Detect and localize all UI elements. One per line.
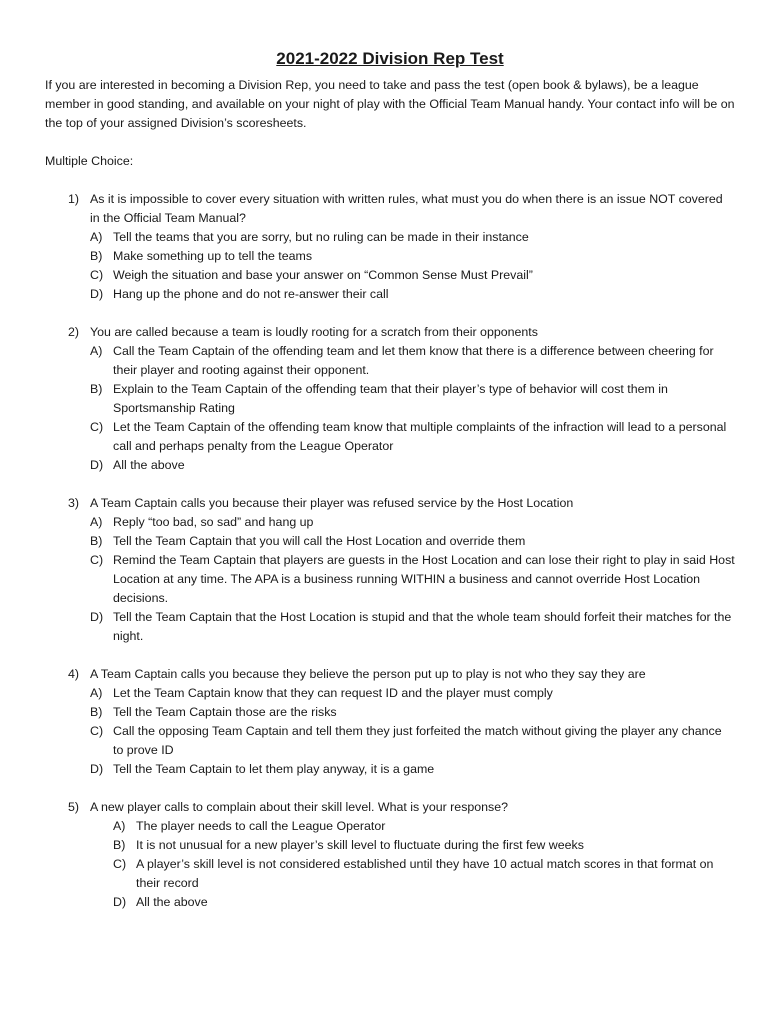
option-letter: C) (113, 857, 127, 871)
question-number: 3) (68, 496, 80, 510)
option-b (45, 703, 735, 722)
option-a (45, 684, 735, 703)
section-heading: Multiple Choice: (45, 154, 134, 168)
option-list (45, 228, 735, 304)
option-text: Remind the Team Captain that players are guests in the Host Location and can lose their right to play in said Host Location at any time. The APA is a business running WITHIN a business and cannot override Host Location decisions. (113, 553, 735, 605)
option-a (45, 342, 735, 380)
option-d (45, 456, 735, 475)
option-b (45, 836, 735, 855)
option-letter: B) (90, 382, 103, 396)
option-letter: A) (90, 515, 103, 529)
option-letter: C) (90, 268, 104, 282)
option-text: Explain to the Team Captain of the offending team that their player’s type of behavior will cost them in Sportsmanship Rating (113, 382, 668, 415)
option-text: Hang up the phone and do not re-answer their call (113, 287, 389, 301)
question-5 (45, 798, 735, 912)
option-text: All the above (136, 895, 208, 909)
option-list (45, 342, 735, 475)
question-number: 5) (68, 800, 80, 814)
option-d (45, 893, 735, 912)
option-c (45, 266, 735, 285)
option-text: Let the Team Captain of the offending team know that multiple complaints of the infraction will lead to a personal call and perhaps penalty from the League Operator (113, 420, 727, 453)
option-b (45, 532, 735, 551)
option-d (45, 760, 735, 779)
option-c (45, 418, 735, 456)
option-c (45, 551, 735, 608)
option-letter: B) (90, 249, 103, 263)
option-c (45, 855, 735, 893)
option-letter: C) (90, 553, 104, 567)
option-text: Tell the Team Captain to let them play anyway, it is a game (113, 762, 435, 776)
option-letter: A) (90, 230, 103, 244)
question-text: You are called because a team is loudly rooting for a scratch from their opponents (90, 325, 538, 339)
question-text: A Team Captain calls you because their player was refused service by the Host Location (90, 496, 574, 510)
option-text: A player’s skill level is not considered established until they have 10 actual match scores in that format on their record (136, 857, 714, 890)
question-text: As it is impossible to cover every situation with written rules, what must you do when there is an issue NOT covered in the Official Team Manual? (90, 192, 723, 225)
option-text: Tell the teams that you are sorry, but no ruling can be made in their instance (113, 230, 529, 244)
option-c (45, 722, 735, 760)
option-letter: A) (90, 344, 103, 358)
option-letter: B) (90, 705, 103, 719)
option-b (45, 380, 735, 418)
option-text: Call the opposing Team Captain and tell them they just forfeited the match without giving the player any chance to prove ID (113, 724, 722, 757)
option-letter: B) (113, 838, 126, 852)
question-text: A Team Captain calls you because they believe the person put up to play is not who they say they are (90, 667, 646, 681)
option-list (45, 817, 735, 912)
option-letter: A) (90, 686, 103, 700)
option-text: The player needs to call the League Operator (136, 819, 386, 833)
option-list (45, 513, 735, 646)
option-letter: C) (90, 420, 104, 434)
option-d (45, 285, 735, 304)
option-text: Reply “too bad, so sad” and hang up (113, 515, 314, 529)
option-text: Make something up to tell the teams (113, 249, 313, 263)
option-a (45, 228, 735, 247)
option-letter: D) (90, 458, 104, 472)
option-text: Let the Team Captain know that they can request ID and the player must comply (113, 686, 553, 700)
question-1 (45, 190, 735, 304)
option-letter: A) (113, 819, 126, 833)
option-text: All the above (113, 458, 185, 472)
page-title: 2021-2022 Division Rep Test (276, 49, 504, 68)
option-letter: D) (113, 895, 127, 909)
document-page (45, 48, 735, 931)
option-b (45, 247, 735, 266)
question-4 (45, 665, 735, 779)
question-2 (45, 323, 735, 475)
option-text: It is not unusual for a new player’s skill level to fluctuate during the first few weeks (136, 838, 584, 852)
option-text: Tell the Team Captain those are the risks (113, 705, 337, 719)
option-letter: D) (90, 287, 104, 301)
option-text: Weigh the situation and base your answer on “Common Sense Must Prevail” (113, 268, 533, 282)
option-letter: D) (90, 762, 104, 776)
option-list (45, 684, 735, 779)
question-3 (45, 494, 735, 646)
question-number: 4) (68, 667, 80, 681)
option-a (45, 817, 735, 836)
question-number: 1) (68, 192, 80, 206)
option-letter: D) (90, 610, 104, 624)
option-letter: C) (90, 724, 104, 738)
option-text: Tell the Team Captain that the Host Location is stupid and that the whole team should forfeit their matches for the night. (113, 610, 732, 643)
option-a (45, 513, 735, 532)
intro-paragraph: If you are interested in becoming a Division Rep, you need to take and pass the test (open book & bylaws), be a league member in good standing, and available on your night of play with the Official Team Manual handy. Your contact info will be on the top of your assigned Division’s scoresheets. (45, 78, 735, 130)
option-d (45, 608, 735, 646)
question-text: A new player calls to complain about their skill level. What is your response? (90, 800, 509, 814)
option-letter: B) (90, 534, 103, 548)
question-number: 2) (68, 325, 80, 339)
option-text: Call the Team Captain of the offending team and let them know that there is a difference between cheering for their player and rooting against their opponent. (113, 344, 714, 377)
option-text: Tell the Team Captain that you will call the Host Location and override them (113, 534, 526, 548)
